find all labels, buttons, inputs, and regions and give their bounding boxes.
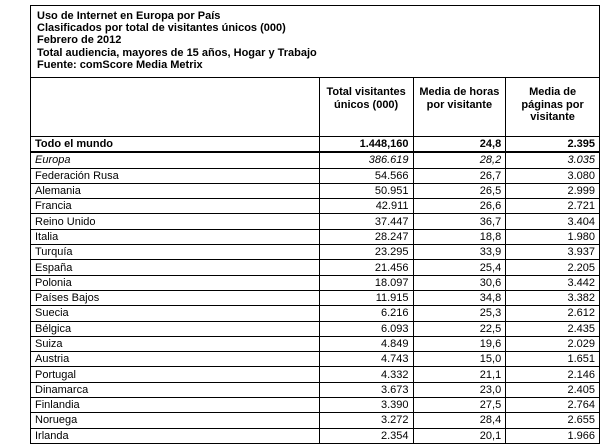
table-row xyxy=(31,152,600,168)
country-cell: Polonia xyxy=(31,275,320,290)
country-cell: Alemania xyxy=(31,183,320,198)
table-row xyxy=(31,321,600,336)
visitors-cell: 6.216 xyxy=(319,306,413,321)
pages-column-header: Media de páginas por visitante xyxy=(506,78,600,137)
visitors-cell: 2.354 xyxy=(319,428,413,443)
pages-cell: 2.764 xyxy=(506,398,600,413)
pages-cell: 3.080 xyxy=(506,168,600,183)
hours-cell: 27,5 xyxy=(413,398,506,413)
hours-cell: 26,7 xyxy=(413,168,506,183)
visitors-cell: 11.915 xyxy=(319,290,413,305)
country-cell: Federación Rusa xyxy=(31,168,320,183)
country-cell: Austria xyxy=(31,352,320,367)
usage-table xyxy=(30,77,600,444)
visitors-cell: 4.849 xyxy=(319,336,413,351)
report-date: Febrero de 2012 xyxy=(37,34,122,47)
country-cell: Bélgica xyxy=(31,321,320,336)
country-cell: Países Bajos xyxy=(31,290,320,305)
pages-cell: 3.035 xyxy=(506,152,600,168)
hours-cell: 26,6 xyxy=(413,199,506,214)
pages-cell: 1.980 xyxy=(506,229,600,244)
visitors-cell: 54.566 xyxy=(319,168,413,183)
visitors-cell: 4.743 xyxy=(319,352,413,367)
country-cell: Suecia xyxy=(31,306,320,321)
visitors-cell: 3.673 xyxy=(319,382,413,397)
table-row xyxy=(31,214,600,229)
visitors-cell: 3.272 xyxy=(319,413,413,428)
table-row xyxy=(31,382,600,397)
pages-cell: 2.612 xyxy=(506,306,600,321)
country-cell: Italia xyxy=(31,229,320,244)
table-row xyxy=(31,199,600,214)
report-audience: Total audiencia, mayores de 15 años, Hogar y Trabajo xyxy=(37,46,317,59)
hours-cell: 33,9 xyxy=(413,245,506,260)
hours-cell: 15,0 xyxy=(413,352,506,367)
report-sheet xyxy=(30,5,600,441)
hours-cell: 23,0 xyxy=(413,382,506,397)
pages-cell: 1.651 xyxy=(506,352,600,367)
country-cell: Turquía xyxy=(31,245,320,260)
pages-cell: 2.435 xyxy=(506,321,600,336)
country-cell: Finlandia xyxy=(31,398,320,413)
visitors-cell: 37.447 xyxy=(319,214,413,229)
pages-cell: 3.937 xyxy=(506,245,600,260)
hours-cell: 28,2 xyxy=(413,152,506,168)
hours-cell: 25,3 xyxy=(413,306,506,321)
country-cell: Reino Unido xyxy=(31,214,320,229)
pages-cell: 2.205 xyxy=(506,260,600,275)
table-row xyxy=(31,290,600,305)
table-row xyxy=(31,306,600,321)
table-row xyxy=(31,183,600,198)
table-row xyxy=(31,352,600,367)
table-row xyxy=(31,229,600,244)
country-cell: Dinamarca xyxy=(31,382,320,397)
hours-cell: 34,8 xyxy=(413,290,506,305)
hours-cell: 18,8 xyxy=(413,229,506,244)
hours-cell: 36,7 xyxy=(413,214,506,229)
report-subtitle: Clasificados por total de visitantes únicos (000) xyxy=(37,22,286,35)
country-cell: Noruega xyxy=(31,413,320,428)
hours-cell: 21,1 xyxy=(413,367,506,382)
visitors-cell: 6.093 xyxy=(319,321,413,336)
table-row xyxy=(31,260,600,275)
table-row xyxy=(31,336,600,351)
visitors-cell: 21.456 xyxy=(319,260,413,275)
country-cell: Suiza xyxy=(31,336,320,351)
visitors-cell: 23.295 xyxy=(319,245,413,260)
visitors-cell: 4.332 xyxy=(319,367,413,382)
country-cell: Portugal xyxy=(31,367,320,382)
report-source: Fuente: comScore Media Metrix xyxy=(37,58,203,71)
visitors-cell: 18.097 xyxy=(319,275,413,290)
report-header xyxy=(37,10,317,71)
country-cell: Irlanda xyxy=(31,428,320,443)
hours-cell: 20,1 xyxy=(413,428,506,443)
hours-column-header: Media de horas por visitante xyxy=(413,78,506,137)
hours-cell: 26,5 xyxy=(413,183,506,198)
pages-cell: 2.146 xyxy=(506,367,600,382)
pages-cell: 3.442 xyxy=(506,275,600,290)
hours-cell: 25,4 xyxy=(413,260,506,275)
table-row xyxy=(31,245,600,260)
pages-cell: 3.382 xyxy=(506,290,600,305)
pages-cell: 2.395 xyxy=(506,137,600,153)
hours-cell: 30,6 xyxy=(413,275,506,290)
country-cell: Todo el mundo xyxy=(31,137,320,153)
visitors-cell: 3.390 xyxy=(319,398,413,413)
pages-cell: 2.721 xyxy=(506,199,600,214)
pages-cell: 1.966 xyxy=(506,428,600,443)
table-row xyxy=(31,367,600,382)
hours-cell: 22,5 xyxy=(413,321,506,336)
pages-cell: 2.405 xyxy=(506,382,600,397)
hours-cell: 19,6 xyxy=(413,336,506,351)
visitors-cell: 42.911 xyxy=(319,199,413,214)
table-row xyxy=(31,137,600,153)
table-row xyxy=(31,398,600,413)
pages-cell: 3.404 xyxy=(506,214,600,229)
country-cell: Francia xyxy=(31,199,320,214)
table-body xyxy=(31,137,600,444)
table-row xyxy=(31,275,600,290)
hours-cell: 28,4 xyxy=(413,413,506,428)
country-cell: Europa xyxy=(31,152,320,168)
pages-cell: 2.029 xyxy=(506,336,600,351)
country-cell: España xyxy=(31,260,320,275)
visitors-cell: 1.448,160 xyxy=(319,137,413,153)
pages-cell: 2.999 xyxy=(506,183,600,198)
table-header-row xyxy=(31,78,600,137)
table-row xyxy=(31,428,600,443)
hours-cell: 24,8 xyxy=(413,137,506,153)
pages-cell: 2.655 xyxy=(506,413,600,428)
report-title: Uso de Internet en Europa por País xyxy=(37,10,221,22)
visitors-cell: 50.951 xyxy=(319,183,413,198)
visitors-cell: 28.247 xyxy=(319,229,413,244)
visitors-cell: 386.619 xyxy=(319,152,413,168)
visitors-column-header: Total visitantes únicos (000) xyxy=(319,78,413,137)
country-column-header xyxy=(31,78,320,137)
table-row xyxy=(31,413,600,428)
table-row xyxy=(31,168,600,183)
